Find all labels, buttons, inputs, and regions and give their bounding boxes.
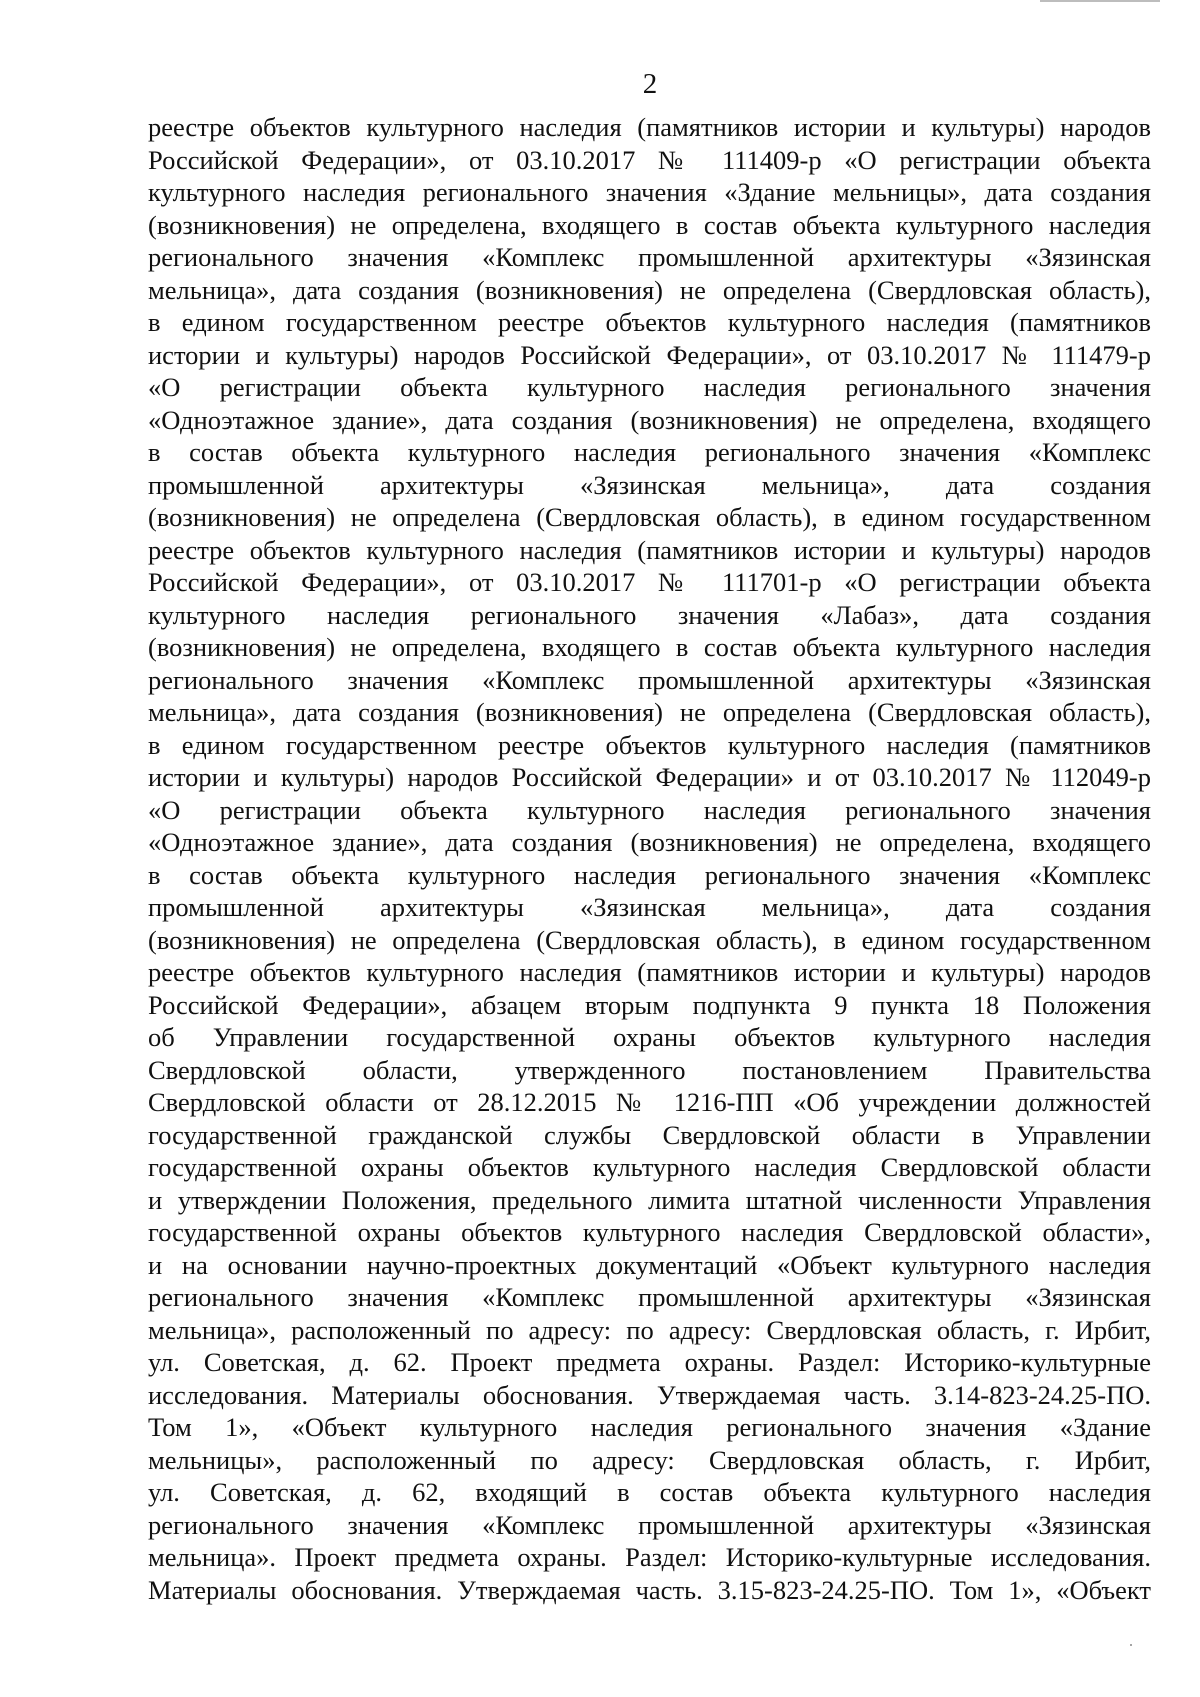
scan-edge-mark [1040,0,1160,2]
body-line: и на основании научно-проектных документаций «Объект культурного наследия [148,1249,1151,1280]
body-line: Свердловской области, утвержденного постановлением Правительства [148,1054,1151,1085]
body-line: «О регистрации объекта культурного наследия регионального значения [148,794,1151,825]
scan-speck [1130,1644,1132,1646]
body-line: мельница». Проект предмета охраны. Раздел: Историко-культурные исследования. [148,1542,1151,1572]
body-line: Российской Федерации», от 03.10.2017 № 111701-р «О регистрации объекта [148,567,1151,597]
body-line: ул. Советская, д. 62. Проект предмета охраны. Раздел: Историко-культурные [148,1347,1151,1377]
body-line: регионального значения «Комплекс промышленной архитектуры «Зязинская [148,664,1151,695]
body-line: культурного наследия регионального значения «Лабаз», дата создания [148,599,1151,630]
body-line: в состав объекта культурного наследия регионального значения «Комплекс [148,437,1151,467]
body-line: государственной охраны объектов культурного наследия Свердловской области», [148,1217,1151,1247]
body-line: культурного наследия регионального значения «Здание мельницы», дата создания [148,177,1151,207]
body-line: «О регистрации объекта культурного наследия регионального значения [148,372,1151,402]
body-line: (возникновения) не определена (Свердловская область), в едином государственном [148,502,1151,532]
body-line: государственной гражданской службы Свердловской области в Управлении [148,1119,1151,1150]
body-line: (возникновения) не определена, входящего в состав объекта культурного наследия [148,632,1151,662]
body-line: об Управлении государственной охраны объектов культурного наследия [148,1022,1151,1052]
body-line: Российской Федерации», абзацем вторым подпункта 9 пункта 18 Положения [148,989,1151,1020]
body-line: (возникновения) не определена (Свердловская область), в едином государственном [148,924,1151,955]
body-line: реестре объектов культурного наследия (памятников истории и культуры) народов [148,957,1151,987]
body-line: реестре объектов культурного наследия (памятников истории и культуры) народов [148,534,1151,565]
body-line: Свердловской области от 28.12.2015 № 1216-ПП «Об учреждении должностей [148,1087,1151,1117]
body-line: мельница», дата создания (возникновения) не определена (Свердловская область), [148,697,1151,727]
body-line: регионального значения «Комплекс промышленной архитектуры «Зязинская [148,1509,1151,1540]
body-line: Российской Федерации», от 03.10.2017 № 111409-р «О регистрации объекта [148,144,1151,175]
body-line: «Одноэтажное здание», дата создания (возникновения) не определена, входящего [148,827,1151,857]
body-line: промышленной архитектуры «Зязинская мельница», дата создания [148,469,1151,500]
body-line: мельница», дата создания (возникновения) не определена (Свердловская область), [148,274,1151,305]
body-line: мельницы», расположенный по адресу: Свердловская область, г. Ирбит, [148,1444,1151,1475]
body-line: мельница», расположенный по адресу: по адресу: Свердловская область, г. Ирбит, [148,1314,1151,1345]
body-line: промышленной архитектуры «Зязинская мельница», дата создания [148,892,1151,922]
body-line: реестре объектов культурного наследия (памятников истории и культуры) народов [148,112,1151,142]
body-line: «Одноэтажное здание», дата создания (возникновения) не определена, входящего [148,404,1151,435]
body-line: Материалы обоснования. Утверждаемая часть. 3.15-823-24.25-ПО. Том 1», «Объект [148,1574,1151,1605]
body-line: ул. Советская, д. 62, входящий в состав объекта культурного наследия [148,1477,1151,1507]
body-line: в едином государственном реестре объектов культурного наследия (памятников [148,307,1151,337]
body-line: истории и культуры) народов Российской Федерации», от 03.10.2017 № 111479-р [148,339,1151,370]
body-line: (возникновения) не определена, входящего в состав объекта культурного наследия [148,209,1151,240]
page-number: 2 [642,68,658,100]
body-line: и утверждении Положения, предельного лимита штатной численности Управления [148,1184,1151,1215]
body-line: в состав объекта культурного наследия регионального значения «Комплекс [148,859,1151,890]
document-body [148,111,1151,1606]
body-line: регионального значения «Комплекс промышленной архитектуры «Зязинская [148,242,1151,272]
body-line: регионального значения «Комплекс промышленной архитектуры «Зязинская [148,1282,1151,1312]
body-line: истории и культуры) народов Российской Федерации» и от 03.10.2017 № 112049-р [148,762,1151,792]
body-line: государственной охраны объектов культурного наследия Свердловской области [148,1152,1151,1182]
body-line: в едином государственном реестре объектов культурного наследия (памятников [148,729,1151,760]
body-line: исследования. Материалы обоснования. Утверждаемая часть. 3.14-823-24.25-ПО. [148,1379,1151,1410]
body-line: Том 1», «Объект культурного наследия регионального значения «Здание [148,1412,1151,1442]
